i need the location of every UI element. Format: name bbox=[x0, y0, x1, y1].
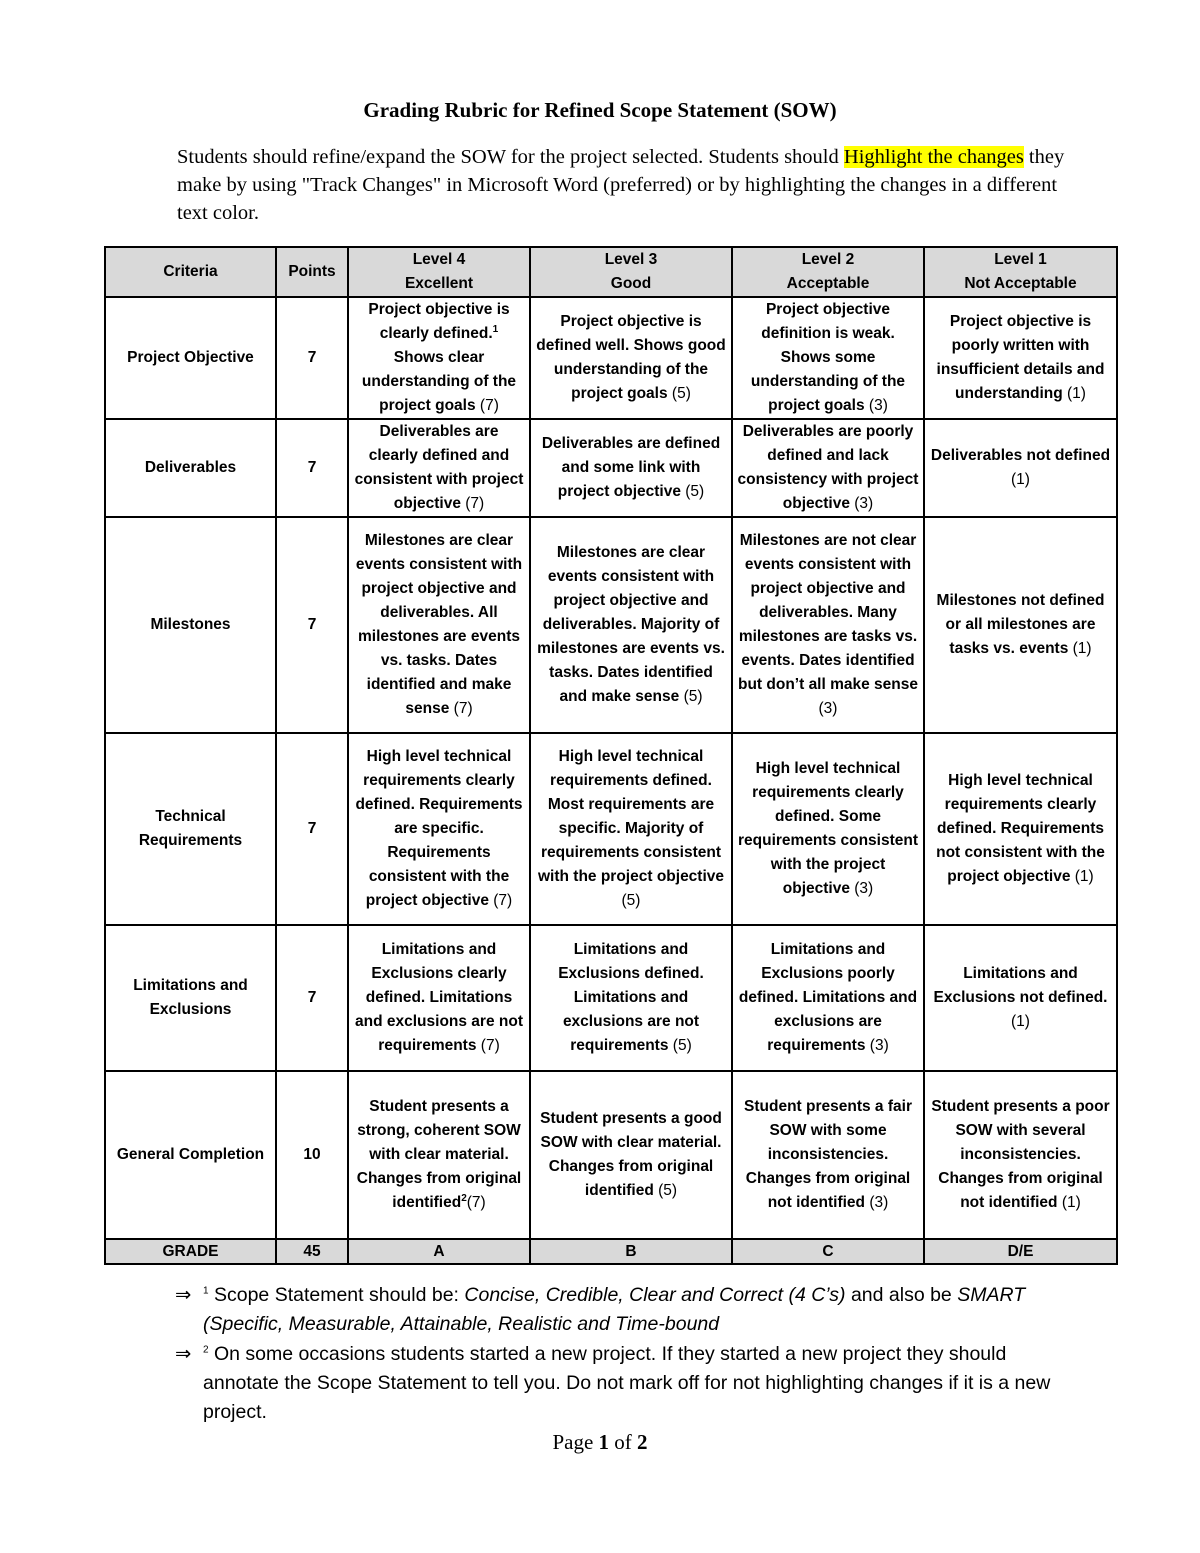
level-4-cell: Project objective is clearly defined.$^1$ Shows clear understanding of the project goals (7) bbox=[348, 297, 530, 419]
points-cell: 7 bbox=[276, 419, 348, 517]
table-row bbox=[105, 297, 1117, 419]
criteria-cell: Milestones bbox=[105, 517, 276, 733]
table-row bbox=[105, 419, 1117, 517]
points-cell: 7 bbox=[276, 297, 348, 419]
criteria-cell: Limitations and Exclusions bbox=[105, 925, 276, 1071]
level-1-cell: Project objective is poorly written with insufficient details and understanding (1) bbox=[924, 297, 1117, 419]
arrow-icon: ⇒ bbox=[175, 1343, 192, 1365]
intro-highlighted-text: Highlight the changes bbox=[843, 146, 1024, 168]
footnote-1: ⇒ $^1$ Scope Statement should be: Concise, Credible, Clear and Correct (4 C’s) and also be SMART (Specific, Measurable, Attainable, Realistic and Time-bound bbox=[175, 1281, 1075, 1339]
grade-total-points: 45 bbox=[276, 1239, 348, 1264]
level-2-cell: Project objective definition is weak. Shows some understanding of the project goals (3) bbox=[732, 297, 924, 419]
grade-level-3: B bbox=[530, 1239, 732, 1264]
level-3-cell: Milestones are clear events consistent with project objective and deliverables. Majority of milestones are events vs. tasks. Dates identified and make sense (5) bbox=[530, 517, 732, 733]
level-1-cell: Student presents a poor SOW with several inconsistencies. Changes from original not identified (1) bbox=[924, 1071, 1117, 1239]
grade-level-2: C bbox=[732, 1239, 924, 1264]
points-cell: 10 bbox=[276, 1071, 348, 1239]
level-3-cell: Project objective is defined well. Shows good understanding of the project goals (5) bbox=[530, 297, 732, 419]
level-3-cell: High level technical requirements defined. Most requirements are specific. Majority of requirements consistent with the project objective (5) bbox=[530, 733, 732, 925]
rubric-table bbox=[104, 246, 1118, 1265]
table-row bbox=[105, 925, 1117, 1071]
level-2-cell: High level technical requirements clearly defined. Some requirements consistent with the project objective (3) bbox=[732, 733, 924, 925]
header-points: Points bbox=[276, 247, 348, 297]
page-number: Page 1 of 2 bbox=[552, 1430, 648, 1454]
level-2-cell: Milestones are not clear events consistent with project objective and deliverables. Many milestones are tasks vs. events. Dates identified but don’t all make sense (3) bbox=[732, 517, 924, 733]
header-criteria: Criteria bbox=[105, 247, 276, 297]
intro-text-1: Students should refine/expand the SOW for the project selected. Students should bbox=[177, 146, 839, 168]
header-row bbox=[105, 247, 1117, 297]
table-row bbox=[105, 733, 1117, 925]
level-3-cell: Limitations and Exclusions defined. Limitations and exclusions are not requirements (5) bbox=[530, 925, 732, 1071]
level-2-cell: Student presents a fair SOW with some inconsistencies. Changes from original not identified (3) bbox=[732, 1071, 924, 1239]
footnotes bbox=[175, 1281, 1075, 1427]
level-4-cell: Student presents a strong, coherent SOW with clear material. Changes from original identified$^2$(7) bbox=[348, 1071, 530, 1239]
level-1-cell: Milestones not defined or all milestones are tasks vs. events (1) bbox=[924, 517, 1117, 733]
footnote-2: ⇒ $^2$ On some occasions students started a new project. If they started a new project they should annotate the Scope Statement to tell you. Do not mark off for not highlighting changes if it is a new project. bbox=[175, 1340, 1075, 1427]
level-1-cell: Limitations and Exclusions not defined. (1) bbox=[924, 925, 1117, 1071]
level-1-cell: Deliverables not defined (1) bbox=[924, 419, 1117, 517]
level-1-cell: High level technical requirements clearly defined. Requirements not consistent with the project objective (1) bbox=[924, 733, 1117, 925]
grade-level-1: D/E bbox=[924, 1239, 1117, 1264]
grade-row bbox=[105, 1239, 1117, 1264]
table-row bbox=[105, 1071, 1117, 1239]
level-4-cell: High level technical requirements clearly defined. Requirements are specific. Requirements consistent with the project objective (7) bbox=[348, 733, 530, 925]
intro-paragraph bbox=[177, 143, 1077, 227]
criteria-cell: Technical Requirements bbox=[105, 733, 276, 925]
grade-level-4: A bbox=[348, 1239, 530, 1264]
level-2-cell: Limitations and Exclusions poorly defined. Limitations and exclusions are requirements (3) bbox=[732, 925, 924, 1071]
level-3-cell: Deliverables are defined and some link with project objective (5) bbox=[530, 419, 732, 517]
document-title: Grading Rubric for Refined Scope Statement (SOW) bbox=[363, 98, 837, 122]
criteria-cell: General Completion bbox=[105, 1071, 276, 1239]
intro-text-2: they make by using "Track Changes" in Microsoft Word (preferred) or by highlighting the changes in a different text color. bbox=[177, 146, 1065, 224]
points-cell: 7 bbox=[276, 925, 348, 1071]
points-cell: 7 bbox=[276, 733, 348, 925]
grade-label: GRADE bbox=[105, 1239, 276, 1264]
level-3-cell: Student presents a good SOW with clear material. Changes from original identified (5) bbox=[530, 1071, 732, 1239]
criteria-cell: Project Objective bbox=[105, 297, 276, 419]
header-level-4: Level 4 Excellent bbox=[348, 247, 530, 297]
arrow-icon: ⇒ bbox=[175, 1284, 192, 1306]
criteria-cell: Deliverables bbox=[105, 419, 276, 517]
header-level-1: Level 1 Not Acceptable bbox=[924, 247, 1117, 297]
table-row bbox=[105, 517, 1117, 733]
level-4-cell: Limitations and Exclusions clearly defined. Limitations and exclusions are not requirements (7) bbox=[348, 925, 530, 1071]
header-level-3: Level 3 Good bbox=[530, 247, 732, 297]
level-2-cell: Deliverables are poorly defined and lack consistency with project objective (3) bbox=[732, 419, 924, 517]
level-4-cell: Deliverables are clearly defined and consistent with project objective (7) bbox=[348, 419, 530, 517]
header-level-2: Level 2 Acceptable bbox=[732, 247, 924, 297]
points-cell: 7 bbox=[276, 517, 348, 733]
level-4-cell: Milestones are clear events consistent with project objective and deliverables. All milestones are events vs. tasks. Dates identified and make sense (7) bbox=[348, 517, 530, 733]
